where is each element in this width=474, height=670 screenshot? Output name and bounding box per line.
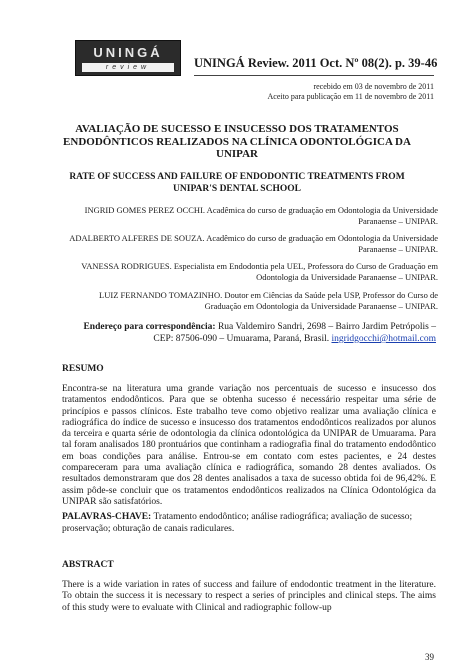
article-title-pt: AVALIAÇÃO DE SUCESSO E INSUCESSO DOS TRATAMENTOS ENDODÔNTICOS REALIZADOS NA CLÍNICA ODONTOLÓGICA DA UNIPAR [63, 123, 411, 160]
correspondence-address: Rua Valdemiro Sandri, 2698 – Bairro Jardim Petrópolis – CEP: 87506-090 – Umuarama, Paraná, Brasil. [153, 322, 436, 344]
author-entry: INGRID GOMES PEREZ OCCHI. Acadêmica do curso de graduação em Odontologia da Universidade Paranaense – UNIPAR. [84, 205, 438, 226]
correspondence-label: Endereço para correspondência: [83, 322, 216, 332]
logo-main-text: UNINGÁ [93, 45, 163, 60]
received-date: recebido em 03 de novembro de 2011 [313, 82, 434, 91]
logo-band [82, 63, 174, 72]
correspondence [62, 321, 436, 345]
resumo-heading: RESUMO [62, 364, 104, 374]
journal-citation: UNINGÁ Review. 2011 Oct. Nº 08(2). p. 39-46 [194, 56, 438, 70]
author-entry: VANESSA RODRIGUES. Especialista em Endodontia pela UEL, Professora do Curso de Graduação em Odontologia da Universidade Paranaense – UNIPAR. [81, 261, 438, 282]
logo-sub-text: review [105, 64, 151, 71]
keywords-label: PALAVRAS-CHAVE: [62, 512, 152, 522]
keywords [62, 512, 436, 535]
journal-logo [75, 40, 181, 76]
submission-dates [268, 82, 434, 102]
resumo-text: Encontra-se na literatura uma grande variação nos percentuais de sucesso e insucesso dos tratamentos endodônticos. Para que se obtenha sucesso é necessário respeitar uma série de princípios e passos clínicos. Este trabalho teve como objetivo realizar uma avaliação clínica e radiográfica do índice de sucesso e insucesso dos tratamentos endodônticos realizados por alunos da terceira e quarta série de odontologia da clínica odontológica da UNIPAR de Umuarama. Para tal foram analisados 180 prontuários que continham a radiografia final do tratamento endodôntico em boas condições para análise. Entrou-se em contato com estes pacientes, e 24 destes compareceram para uma avaliação clínica e radiográfica, somando 28 dentes avaliados. Os resultados demonstraram que dos 28 dentes analisados a taxa de sucesso obtida foi de 96,42%. E assim pôde-se concluir que os tratamentos endodônticos realizados na Clínica Odontológica da UNIPAR são satisfatórios. [62, 384, 436, 507]
correspondence-email[interactable]: ingridgocchi@hotmail.com [331, 334, 436, 344]
accepted-date: Aceito para publicação em 11 de novembro de 2011 [267, 92, 434, 101]
article-title-en: RATE OF SUCCESS AND FAILURE OF ENDODONTIC TREATMENTS FROM UNIPAR'S DENTAL SCHOOL [69, 172, 405, 194]
author-entry: ADALBERTO ALFERES DE SOUZA. Acadêmico do curso de graduação em Odontologia da Universidade Paranaense – UNIPAR. [69, 233, 438, 254]
header-divider [194, 75, 434, 76]
author-entry: LUIZ FERNANDO TOMAZINHO. Doutor em Ciências da Saúde pela USP, Professor do Curso de Graduação em Odontologia da Universidade Paranaense – UNIPAR. [99, 290, 438, 311]
page-number: 39 [425, 652, 434, 662]
keywords-text: Tratamento endodôntico; análise radiográfica; avaliação de sucesso; proservação; obturação de canais radiculares. [62, 512, 413, 534]
abstract-text: There is a wide variation in rates of success and failure of endodontic treatment in the literature. To obtain the success it is necessary to respect a series of principles and clinical steps. The aims of this study were to evaluate with Clinical and radiographic follow-up [62, 580, 436, 613]
abstract-heading: ABSTRACT [62, 560, 114, 570]
